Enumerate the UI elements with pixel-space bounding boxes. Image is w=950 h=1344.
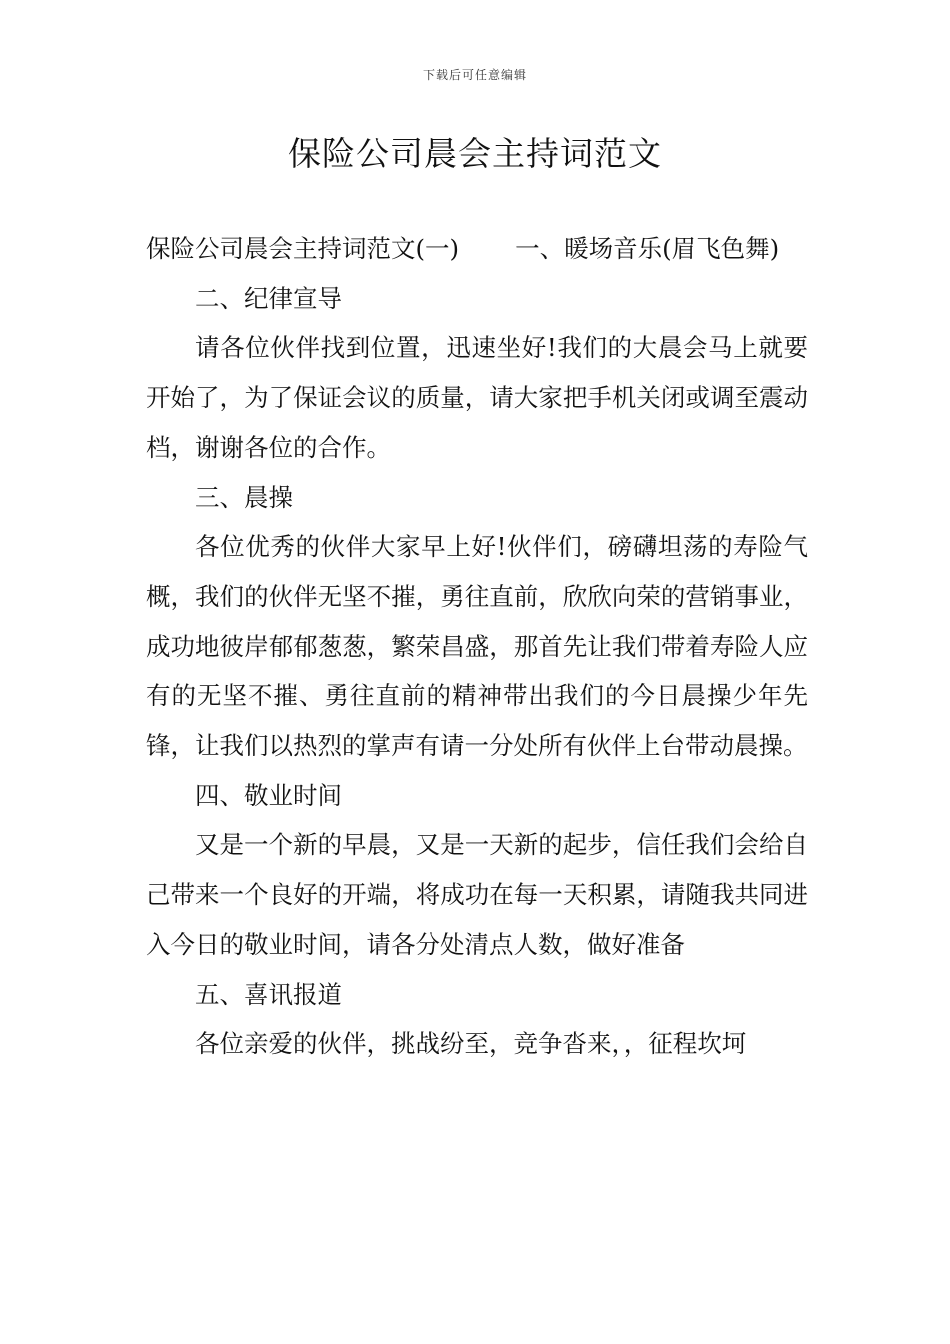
section3-heading: 三、晨操 [195, 482, 293, 512]
section1-heading: 一、暖场音乐(眉飞色舞) [515, 234, 780, 263]
intro-paragraph [146, 224, 808, 274]
section2-heading: 二、纪律宣导 [195, 283, 342, 313]
section4-paragraph: 又是一个新的早晨，又是一天新的起步，信任我们会给自己带来一个良好的开端，将成功在每一天积累，请随我共同进入今日的敬业时间，请各分处清点人数，做好准备 [146, 830, 808, 959]
section5-paragraph: 各位亲爱的伙伴，挑战纷至，竞争沓来，，征程坎坷 [195, 1029, 747, 1059]
document-body [146, 224, 808, 1069]
section5-heading: 五、喜讯报道 [195, 979, 342, 1009]
intro-subtitle: 保险公司晨会主持词范文(一) [146, 234, 460, 263]
document-title: 保险公司晨会主持词范文 [288, 134, 662, 173]
section2-paragraph: 请各位伙伴找到位置，迅速坐好!我们的大晨会马上就要开始了，为了保证会议的质量，请大家把手机关闭或调至震动档，谢谢各位的合作。 [146, 333, 808, 462]
section4-heading: 四、敬业时间 [195, 780, 342, 810]
section3-paragraph: 各位优秀的伙伴大家早上好!伙伴们，磅礴坦荡的寿险气概，我们的伙伴无坚不摧，勇往直前，欣欣向荣的营销事业，成功地彼岸郁郁葱葱，繁荣昌盛，那首先让我们带着寿险人应有的无坚不摧、勇往直前的精神带出我们的今日晨操少年先锋，让我们以热烈的掌声有请一分处所有伙伴上台带动晨操。 [146, 532, 808, 761]
page-header-note: 下载后可任意编辑 [422, 68, 527, 82]
